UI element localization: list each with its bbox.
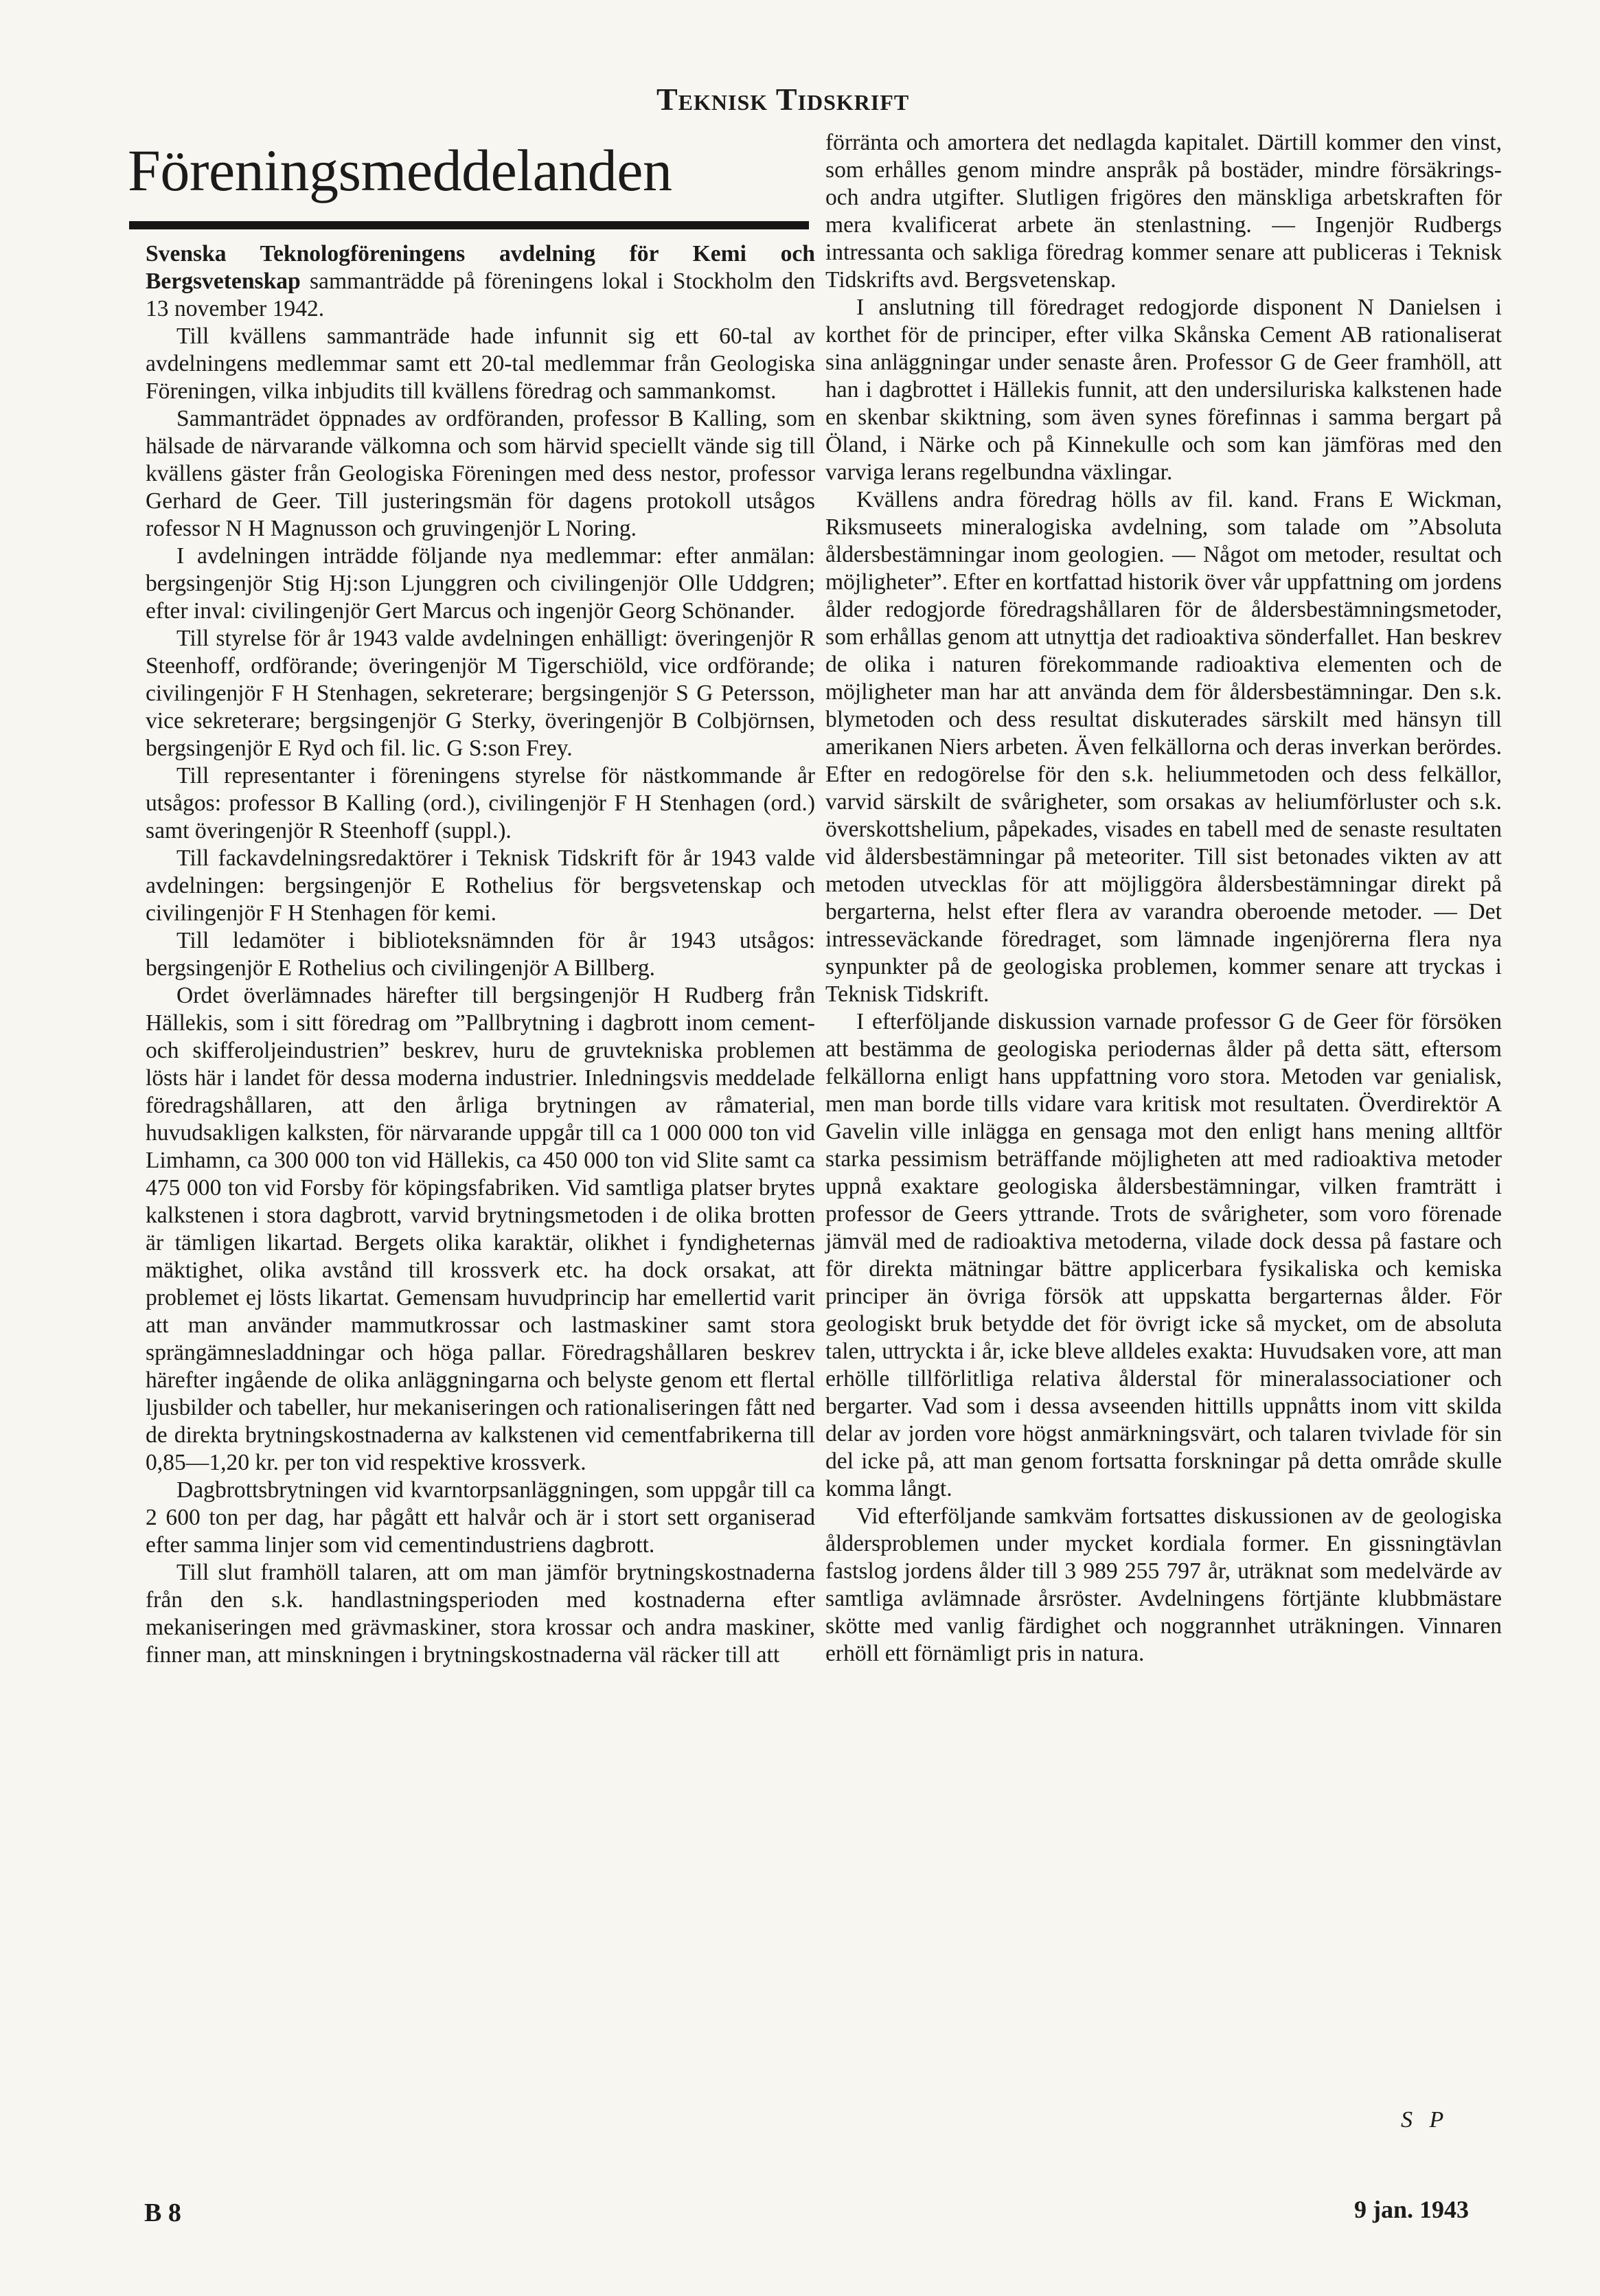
lead-text: Svenska Teknologföreningens avdelning för Kemi och Bergsvetenskap: [146, 241, 815, 294]
signature: S P: [1401, 2107, 1450, 2133]
paragraph: [146, 240, 815, 323]
paragraph: I avdelningen inträdde följande nya medlemmar: efter anmälan: bergsingenjör Stig Hj:son Ljunggren och civilingenjör Olle Uddgren; efter inval: civilingenjör Gert Marcus och ingenjör Georg Schönander.: [146, 543, 815, 624]
journal-name: Teknisk Tidskrift: [656, 82, 910, 117]
paragraph: Ordet överlämnades härefter till bergsingenjör H Rudberg från Hällekis, som i sitt föredrag om ”Pallbrytning i dagbrott inom cement- och skifferoljeindustrien” beskrev, huru de gruvtekniska problemen lösts här i landet för dessa moderna industrier. Inledningsvis meddelade föredragshållaren, att den årliga brytningen av råmaterial, huvudsakligen kalksten, för närvarande uppgår till ca 1 000 000 ton vid Limhamn, ca 300 000 ton vid Hällekis, ca 450 000 ton vid Slite samt ca 475 000 ton vid Forsby för köpingsfabriken. Vid samtliga platser brytes kalkstenen i stora dagbrott, varvid brytningsmetoden i de olika brotten är tämligen likartad. Bergets olika karaktär, olikhet i fyndigheternas mäktighet, olika avstånd till krossverk etc. ha dock orsakat, att problemet ej lösts likartat. Gemensam huvudprincip har emellertid varit att man använder mammutkrossar och lastmaskiner samt stora sprängämnesladdningar och höga pallar. Föredragshållaren beskrev härefter ingående de olika anläggningarna och belyste genom ett flertal ljusbilder och tabeller, hur mekaniseringen och rationaliseringen fått ned de direkta brytningskostnaderna av kalkstenen vid cementfabrikerna till 0,85—1,20 kr. per ton vid respektive krossverk.: [146, 983, 815, 1475]
paragraph: Sammanträdet öppnades av ordföranden, professor B Kalling, som hälsade de närvarande välkomna och som härvid speciellt vände sig till kvällens gäster från Geologiska Föreningen med dess nestor, professor Gerhard de Geer. Till justeringsmän för dagens protokoll utsågos rofessor N H Magnusson och gruvingenjör L Noring.: [146, 406, 815, 541]
paragraph: förränta och amortera det nedlagda kapitalet. Därtill kommer den vinst, som erhålles genom mindre anspråk på bostäder, mindre försäkrings- och andra utgifter. Slutligen frigöres den mänskliga arbetskraften för mera kvalificerat arbete än stenlastning. — Ingenjör Rudbergs intressanta och sakliga föredrag kommer senare att publiceras i Teknisk Tidskrifts avd. Bergsvetenskap.: [825, 130, 1502, 293]
left-column: [146, 240, 815, 1669]
paragraph: Till styrelse för år 1943 valde avdelningen enhälligt: överingenjör R Steenhoff, ordförande; överingenjör M Tigerschiöld, vice ordförande; civilingenjör F H Stenhagen, sekreterare; bergsingenjör S G Petersson, vice sekreterare; bergsingenjör G Sterky, överingenjör B Colbjörnsen, bergsingenjör E Ryd och fil. lic. G S:son Frey.: [146, 626, 815, 761]
paragraph: I anslutning till föredraget redogjorde disponent N Danielsen i korthet för de principer, efter vilka Skånska Cement AB rationaliserat sina anläggningar under senaste åren. Professor G de Geer framhöll, att han i dagbrottet i Hällekis funnit, att den undersiluriska kalkstenen hade en skenbar skiktning, som även synes förefinnas i samma bergart på Öland, i Närke och på Kinnekulle och som kan jämföras med den varviga lerans regelbundna växlingar.: [825, 295, 1502, 485]
paragraph: Vid efterföljande samkväm fortsattes diskussionen av de geologiska åldersproblemen under mycket kordiala former. En gissningtävlan fastslog jordens ålder till 3 989 255 797 år, uträknat som medelvärde av samtliga avlämnade årsröster. Avdelningens förtjänte klubbmästare skötte med vanlig färdighet och noggrannhet uträkningen. Vinnaren erhöll ett förnämligt pris in natura.: [825, 1503, 1502, 1666]
right-column: [825, 129, 1502, 1668]
paragraph: Till fackavdelningsredaktörer i Teknisk Tidskrift för år 1943 valde avdelningen: bergsingenjör E Rothelius för bergsvetenskap och civilingenjör F H Stenhagen för kemi.: [146, 845, 815, 926]
paragraph: Till representanter i föreningens styrelse för nästkommande år utsågos: professor B Kalling (ord.), civilingenjör F H Stenhagen (ord.) samt överingenjör R Steenhoff (suppl.).: [146, 763, 815, 843]
page-number: B 8: [144, 2198, 181, 2227]
paragraph-text: sammanträdde på föreningens lokal i Stockholm den 13 november 1942.: [146, 269, 815, 321]
issue-date: 9 jan. 1943: [1354, 2196, 1470, 2223]
paragraph: Till kvällens sammanträde hade infunnit sig ett 60-tal av avdelningens medlemmar samt ett 20-tal medlemmar från Geologiska Föreningen, vilka inbjudits till kvällens föredrag och sammankomst.: [146, 323, 815, 404]
paragraph: Till ledamöter i biblioteksnämnden för år 1943 utsågos: bergsingenjör E Rothelius och civilingenjör A Billberg.: [146, 928, 815, 981]
paragraph: Kvällens andra föredrag hölls av fil. kand. Frans E Wickman, Riksmuseets mineralogiska avdelning, som talade om ”Absoluta åldersbestämningar inom geologien. — Något om metoder, resultat och möjligheter”. Efter en kortfattad historik över vår uppfattning om jordens ålder redogjorde föredragshållaren för de åldersbestämningsmetoder, som erhållas genom att utnyttja det radioaktiva sönderfallet. Han beskrev de olika i naturen förekommande radioaktiva elementen och de möjligheter man har att använda dem för åldersbestämningar. Den s.k. blymetoden och dess resultat diskuterades särskilt med hänsyn till amerikanen Niers arbeten. Även felkällorna och deras inverkan berördes. Efter en redogörelse för den s.k. heliummetoden och dess felkällor, varvid särskilt de svårigheter, som orsakas av heliumförluster och s.k. överskottshelium, påpekades, visades en tabell med de senaste resultaten vid åldersbestämningar på meteoriter. Till sist betonades vikten av att metoden utvecklas för att möjliggöra åldersbestämningar direkt på bergarterna, helst efter flera av varandra oberoende metoder. — Det intresseväckande föredraget, som lämnade ingenjörerna flera nya synpunkter på de geologiska problemen, kommer senare att tryckas i Teknisk Tidskrift.: [825, 487, 1502, 1007]
paragraph: I efterföljande diskussion varnade professor G de Geer för försöken att bestämma de geologiska periodernas ålder på detta sätt, eftersom felkällorna enligt hans uppfattning voro stora. Metoden var genialisk, men man borde tills vidare vara kritisk mot resultaten. Överdirektör A Gavelin ville inlägga en gensaga mot den enligt hans mening alltför starka pessimism beträffande möjligheten att med radioaktiva metoder uppnå exaktare geologiska åldersbestämningar, vilken framträtt i professor de Geers yttrande. Trots de svårigheter, som voro förenade jämväl med de radioaktiva metoderna, vilade dock dessa på fastare och för direkta mätningar bättre applicerbara fysikaliska och kemiska principer än övriga försök att uppskatta bergarternas ålder. För geologiskt bruk betydde det för övrigt icke så mycket, om de absoluta talen, uttryckta i år, icke bleve alldeles exakta: Huvudsaken vore, att man erhölle tillförlitliga relativa ålderstal för mineralassociationer och bergarter. Vad som i dessa avseenden hittills uppnåtts inom vitt skilda delar av jorden vore högst anmärkningsvärt, och talaren tvivlade för sin del icke på, att man genom fortsatta forskningar på detta område skulle komma långt.: [825, 1009, 1502, 1501]
title-rule: [129, 221, 809, 229]
paragraph: Till slut framhöll talaren, att om man jämför brytningskostnaderna från den s.k. handlastningsperioden med kostnaderna efter mekaniseringen med grävmaskiner, stora krossar och andra maskiner, finner man, att minskningen i brytningskostnaderna väl räcker till att: [146, 1560, 815, 1668]
page-title: Föreningsmeddelanden: [128, 137, 672, 203]
paragraph: Dagbrottsbrytningen vid kvarntorpsanläggningen, som uppgår till ca 2 600 ton per dag, har pågått ett halvår och är i stort sett organiserad efter samma linjer som vid cementindustriens dagbrott.: [146, 1477, 815, 1558]
